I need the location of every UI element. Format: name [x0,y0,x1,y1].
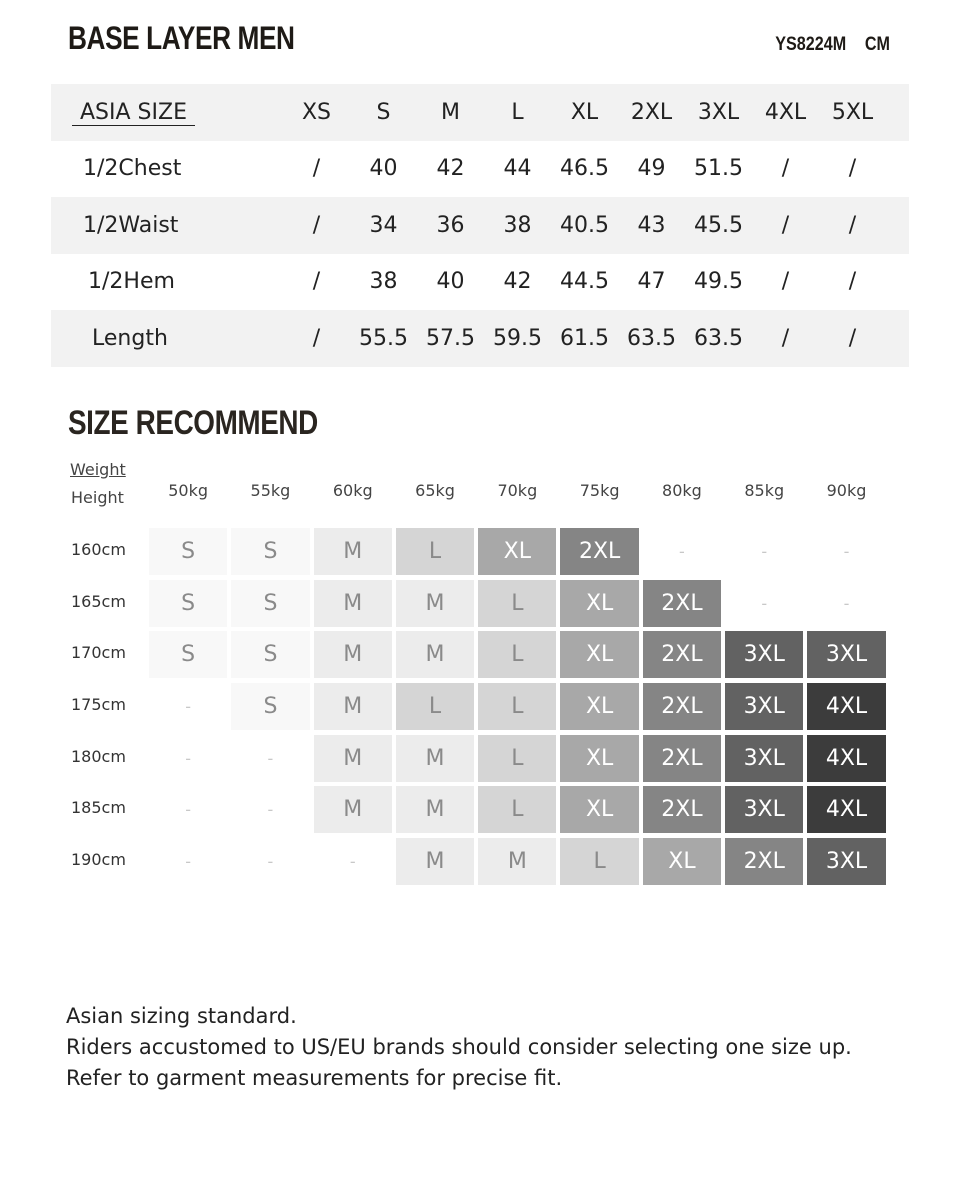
grid-cell [641,836,723,888]
grid-cell [229,681,311,733]
measurement-cell: / [312,269,321,295]
measurement-cell: 49 [637,156,666,182]
measurement-cell: 63.5 [694,325,743,351]
grid-cell [723,526,805,578]
product-code-value: YS8224M [775,34,847,55]
size-cell: 3XL [725,735,803,782]
size-cell: 2XL [643,786,721,833]
grid-cell [476,681,558,733]
size-cell: M [396,631,474,678]
grid-cell [641,629,723,681]
weight-label: 75kg [579,481,620,500]
grid-cell [229,733,311,785]
grid-row [71,526,888,578]
measurement-cell: 46.5 [560,156,609,182]
measurement-label: 1/2Hem [88,269,175,295]
grid-cell [641,681,723,733]
height-label: 175cm [71,695,126,715]
grid-cell [476,784,558,836]
size-cell: M [396,735,474,782]
size-header-cell: XL [570,99,599,125]
grid-cell [229,526,311,578]
weight-label: 65kg [415,481,455,500]
measurement-cell: 42 [503,269,532,295]
size-cell: 3XL [725,786,803,833]
grid-row [71,629,888,681]
size-recommend-grid [71,526,888,888]
grid-cell [558,836,640,888]
measurement-cell: 42 [436,156,465,182]
weight-label: 85kg [744,481,785,500]
grid-row [71,784,888,836]
grid-cell [147,681,229,733]
size-cell: XL [560,683,638,730]
asia-size-label: ASIA SIZE [51,100,283,125]
size-cell: S [149,528,227,575]
size-cell: L [478,631,556,678]
measurement-cell: / [781,325,790,351]
size-header-cell: 5XL [831,99,874,125]
empty-cell: - [843,593,850,613]
grid-cell [394,836,476,888]
empty-cell: - [761,542,768,561]
grid-cell [558,733,640,785]
measurement-cell: 44 [503,156,532,182]
grid-row [71,733,888,785]
size-header-cell: XS [301,99,332,125]
size-cell: M [314,735,392,782]
size-cell: M [396,838,474,885]
size-cell: L [560,838,638,885]
grid-cell [476,733,558,785]
height-label: 180cm [71,746,126,766]
weight-label: 70kg [497,481,538,500]
grid-cell [476,836,558,888]
size-cell: XL [560,735,638,782]
size-header-cell: 4XL [764,99,807,125]
size-header-cell: 3XL [697,99,740,125]
size-cell: L [396,683,474,730]
empty-cell: - [761,593,768,613]
grid-row [71,681,888,733]
grid-cell [723,578,805,630]
grid-cell [641,784,723,836]
weight-label: 90kg [826,481,867,500]
grid-cell [312,578,394,630]
size-cell: L [396,528,474,575]
page-title: BASE LAYER MEN [68,20,295,56]
grid-cell [558,526,640,578]
size-cell: 3XL [807,838,885,885]
size-cell: L [478,683,556,730]
size-cell: 2XL [725,838,803,885]
grid-row [71,836,888,888]
size-cell: M [314,786,392,833]
empty-cell: - [185,852,192,872]
measurement-cell: 51.5 [694,156,743,182]
size-table [51,84,909,367]
table-row [51,254,909,311]
sizing-notes [66,1001,852,1094]
measurement-cell: / [312,212,321,238]
size-recommend-title: SIZE RECOMMEND [68,404,318,442]
grid-cell [558,629,640,681]
size-cell: 2XL [643,580,721,627]
measurement-label: Length [92,325,168,351]
measurement-cell: 38 [503,212,532,238]
size-cell: L [478,735,556,782]
size-cell: S [231,631,309,678]
measurement-cell: 49.5 [694,269,743,295]
grid-cell [723,784,805,836]
grid-cell [229,784,311,836]
grid-cell [805,629,887,681]
table-row [51,197,909,254]
measurement-cell: 47 [637,269,666,295]
grid-cell [476,578,558,630]
size-cell: S [149,580,227,627]
measurement-cell: / [848,269,857,295]
empty-cell: - [267,800,274,820]
size-cell: M [396,786,474,833]
grid-cell [805,526,887,578]
grid-cell [476,526,558,578]
measurement-cell: 38 [369,269,398,295]
grid-cell [147,784,229,836]
grid-cell [312,836,394,888]
size-cell: 4XL [807,735,885,782]
grid-cell [147,733,229,785]
size-cell: 3XL [725,683,803,730]
grid-cell [394,578,476,630]
empty-cell: - [679,542,685,561]
grid-row [71,578,888,630]
grid-cell [147,629,229,681]
height-label: 190cm [71,850,126,870]
size-cell: XL [560,786,638,833]
grid-cell [641,733,723,785]
grid-cell [476,629,558,681]
table-row [51,141,909,198]
measurement-label: 1/2Chest [83,156,182,182]
measurement-cell: 36 [436,212,465,238]
height-label: 185cm [71,798,126,818]
size-cell: 2XL [560,528,638,575]
size-cell: M [314,631,392,678]
measurement-cell: / [848,156,857,182]
empty-cell: - [185,748,192,768]
size-cell: 2XL [643,683,721,730]
measurement-cell: 61.5 [560,325,609,351]
weight-axis-label: Weight [70,460,126,479]
size-cell: XL [560,580,638,627]
measurement-cell: 59.5 [493,325,542,351]
size-cell: M [478,838,556,885]
measurement-cell: 44.5 [560,269,609,295]
grid-cell [641,526,723,578]
height-label: 170cm [71,643,126,663]
measurement-cell: / [781,269,790,295]
size-cell: 2XL [643,735,721,782]
measurement-cell: 57.5 [426,325,475,351]
measurement-cell: 43 [637,212,666,238]
size-cell: S [149,631,227,678]
measurement-cell: 40 [436,269,465,295]
measurement-cell: / [781,156,790,182]
grid-cell [229,836,311,888]
size-cell: 3XL [807,631,885,678]
grid-cell [394,733,476,785]
table-row [51,310,909,367]
grid-cell [558,681,640,733]
size-cell: S [231,528,309,575]
note-line: Riders accustomed to US/EU brands should consider selecting one size up. [66,1035,852,1059]
size-cell: XL [643,838,721,885]
measurement-cell: 40 [369,156,398,182]
measurement-cell: / [312,325,321,351]
grid-cell [805,836,887,888]
grid-cell [723,629,805,681]
grid-cell [723,681,805,733]
size-cell: XL [560,631,638,678]
size-cell: M [396,580,474,627]
grid-cell [312,526,394,578]
grid-cell [312,629,394,681]
measurement-label: 1/2Waist [83,212,179,238]
grid-cell [641,578,723,630]
grid-cell [394,681,476,733]
weight-label: 50kg [168,481,209,500]
size-cell: 2XL [643,631,721,678]
size-header-cell: 2XL [630,99,673,125]
grid-cell [147,836,229,888]
size-cell: M [314,580,392,627]
measurement-cell: 45.5 [694,212,743,238]
measurement-cell: 34 [369,212,398,238]
measurement-cell: / [848,325,857,351]
size-header-cell: L [511,99,524,125]
grid-cell [312,681,394,733]
grid-cell [558,784,640,836]
size-cell: 4XL [807,683,885,730]
weight-labels [147,481,888,500]
size-cell: L [478,786,556,833]
height-label: 165cm [71,591,126,611]
weight-label: 60kg [332,481,373,500]
size-cell: S [231,580,309,627]
size-cell: L [478,580,556,627]
grid-cell [229,629,311,681]
size-cell: S [231,683,309,730]
grid-cell [805,578,887,630]
size-cell: 4XL [807,786,885,833]
measurement-cell: / [781,212,790,238]
size-cell: M [314,683,392,730]
product-code [775,34,890,56]
grid-cell [723,836,805,888]
grid-cell [147,578,229,630]
grid-cell [229,578,311,630]
size-cell: M [314,528,392,575]
empty-cell: - [267,852,274,872]
grid-cell [723,733,805,785]
measurement-cell: / [312,156,321,182]
height-axis-label: Height [71,488,124,507]
empty-cell: - [349,852,356,872]
grid-cell [312,733,394,785]
note-line: Refer to garment measurements for precise fit. [66,1066,563,1090]
unit-label: CM [864,34,890,55]
size-header-cell: M [441,99,460,125]
grid-cell [147,526,229,578]
grid-cell [394,629,476,681]
grid-cell [805,681,887,733]
size-cell: XL [478,528,556,575]
size-cell: 3XL [725,631,803,678]
size-header-cell: S [376,99,391,125]
measurement-cell: 63.5 [627,325,676,351]
grid-cell [394,784,476,836]
note-line: Asian sizing standard. [66,1004,297,1028]
grid-cell [394,526,476,578]
height-label: 160cm [71,540,126,559]
empty-cell: - [267,748,274,768]
measurement-cell: 55.5 [359,325,408,351]
grid-cell [312,784,394,836]
grid-cell [805,733,887,785]
grid-cell [805,784,887,836]
size-table-header [51,84,909,141]
measurement-cell: 40.5 [560,212,609,238]
measurement-cell: / [848,212,857,238]
grid-cell [558,578,640,630]
weight-label: 55kg [250,481,291,500]
empty-cell: - [185,800,192,820]
weight-label: 80kg [662,481,702,500]
empty-cell: - [843,542,850,561]
empty-cell: - [185,697,192,717]
